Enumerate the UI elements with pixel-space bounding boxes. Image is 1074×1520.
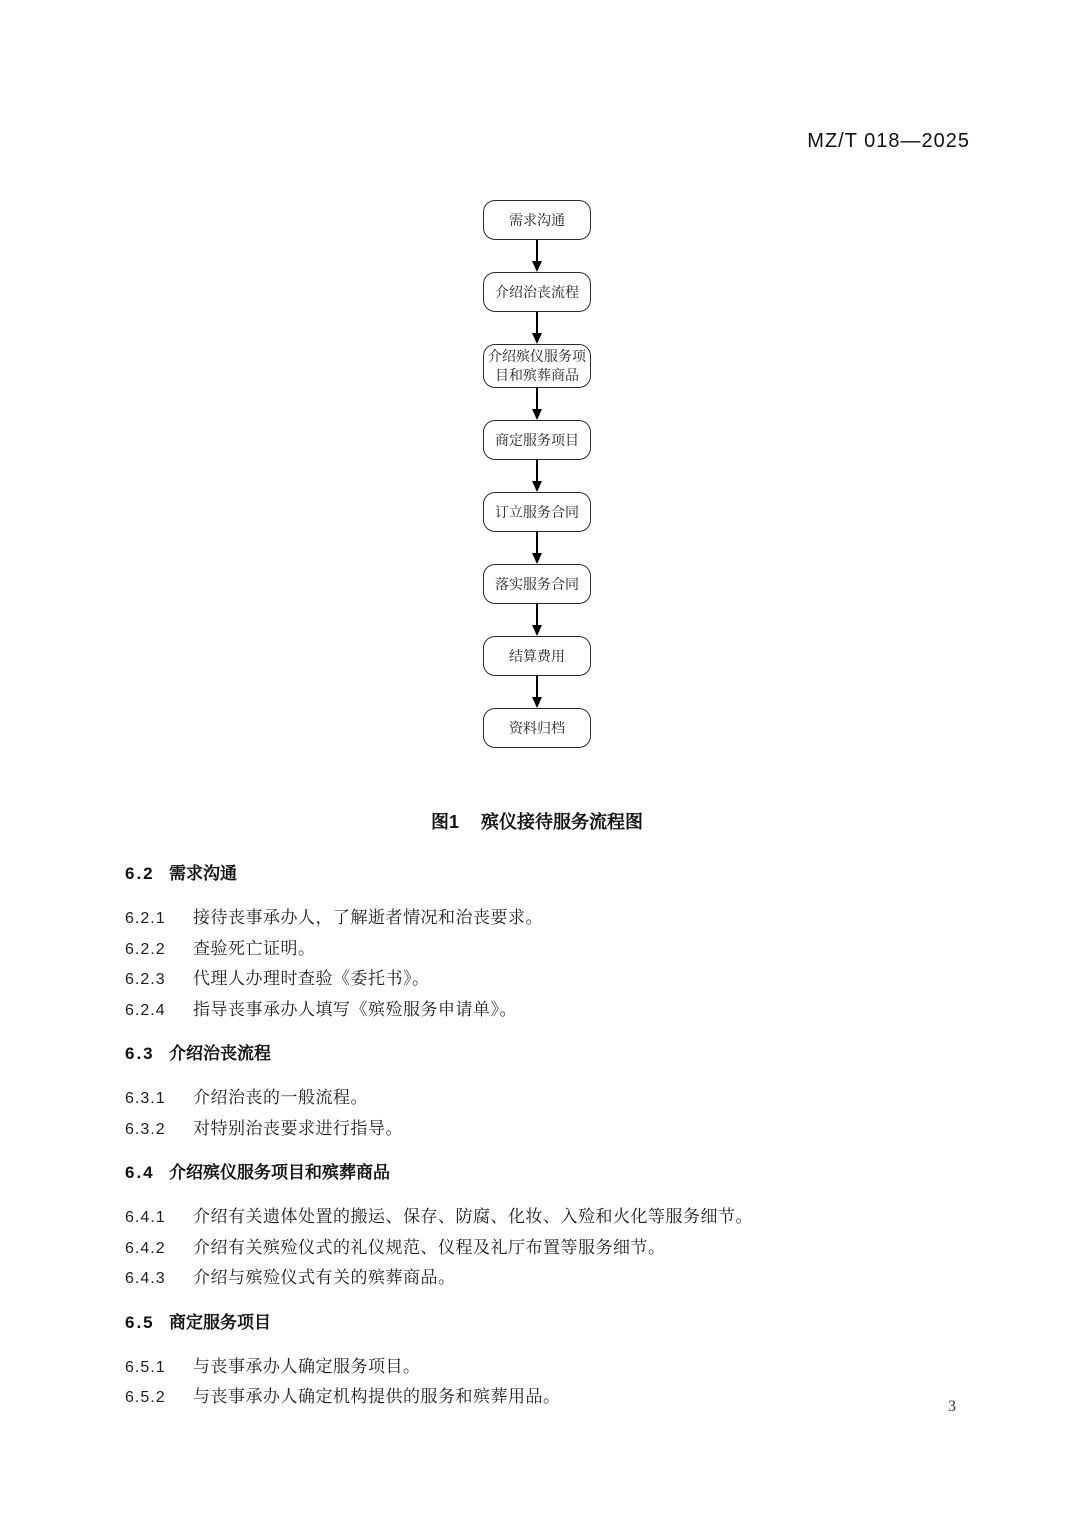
clause-text: 介绍有关遗体处置的搬运、保存、防腐、化妆、入殓和火化等服务细节。: [193, 1207, 753, 1226]
section-block: [125, 1158, 974, 1294]
arrow-shaft: [536, 460, 538, 481]
clause-number: 6.4.3: [125, 1270, 166, 1287]
figure-title: 殡仪接待服务流程图: [481, 812, 643, 832]
clause-row: [125, 995, 974, 1026]
clause-text: 介绍治丧的一般流程。: [193, 1088, 368, 1107]
section-title: 需求沟通: [169, 864, 237, 883]
flow-step-box: 落实服务合同: [483, 564, 591, 604]
clause-text: 对特别治丧要求进行指导。: [193, 1118, 403, 1138]
arrow-head: [532, 553, 542, 564]
clause-number: 6.2.2: [125, 940, 166, 958]
flow-arrow-down-icon: [532, 240, 542, 272]
section-title: 介绍殡仪服务项目和殡葬商品: [169, 1163, 390, 1182]
flow-arrow-down-icon: [532, 388, 542, 420]
clause-number: 6.5.1: [125, 1358, 166, 1376]
clause-row: [125, 903, 974, 934]
arrow-shaft: [536, 240, 538, 261]
clause-row: [125, 1233, 974, 1264]
flow-step-box: 结算费用: [483, 636, 591, 676]
doc-number: MZ/T 018—2025: [807, 130, 970, 152]
clause-text: 介绍有关殡殓仪式的礼仪规范、仪程及礼厅布置等服务细节。: [193, 1237, 666, 1257]
flow-step-box: 需求沟通: [483, 200, 591, 240]
flowchart: [0, 200, 1074, 748]
section-heading: [125, 1158, 974, 1183]
clause-row: [125, 1352, 974, 1383]
clause-text: 与丧事承办人确定机构提供的服务和殡葬用品。: [193, 1387, 561, 1406]
arrow-head: [532, 261, 542, 272]
clause-row: [125, 1382, 974, 1413]
arrow-head: [532, 481, 542, 492]
section-number: 6.2: [125, 864, 155, 883]
section-block: [125, 1308, 974, 1413]
clause-text: 代理人办理时查验《委托书》。: [193, 969, 430, 988]
sections: [125, 845, 974, 1427]
flow-step-box: 订立服务合同: [483, 492, 591, 532]
flow-step-box: 资料归档: [483, 708, 591, 748]
clause-number: 6.2.3: [125, 971, 166, 988]
clause-number: 6.2.1: [125, 910, 166, 927]
flow-arrow-down-icon: [532, 532, 542, 564]
arrow-head: [532, 625, 542, 636]
section-number: 6.5: [125, 1312, 155, 1332]
clause-number: 6.3.1: [125, 1090, 166, 1107]
clause-text: 介绍与殡殓仪式有关的殡葬商品。: [193, 1268, 456, 1287]
clause-row: [125, 1114, 974, 1145]
section-number: 6.4: [125, 1163, 155, 1182]
arrow-shaft: [536, 604, 538, 625]
flow-step-box: 介绍治丧流程: [483, 272, 591, 312]
clause-text: 查验死亡证明。: [193, 938, 316, 958]
flow-step-box: 介绍殡仪服务项目和殡葬商品: [483, 344, 591, 388]
clause-number: 6.4.2: [125, 1239, 166, 1257]
section-block: [125, 859, 974, 1025]
clause-row: [125, 964, 974, 995]
section-heading: [125, 1039, 974, 1064]
flow-arrow-down-icon: [532, 676, 542, 708]
arrow-shaft: [536, 676, 538, 697]
clause-number: 6.2.4: [125, 1001, 166, 1019]
arrow-shaft: [536, 388, 538, 409]
section-title: 介绍治丧流程: [169, 1044, 271, 1063]
flow-arrow-down-icon: [532, 460, 542, 492]
section-title: 商定服务项目: [169, 1312, 271, 1332]
section-number: 6.3: [125, 1044, 155, 1063]
section-heading: [125, 1308, 974, 1333]
page-number: 3: [948, 1398, 956, 1415]
clause-row: [125, 1202, 974, 1233]
figure-caption: [0, 808, 1074, 834]
clause-text: 指导丧事承办人填写《殡殓服务申请单》。: [193, 999, 517, 1019]
arrow-shaft: [536, 532, 538, 553]
arrow-head: [532, 333, 542, 344]
flow-step-box: 商定服务项目: [483, 420, 591, 460]
clause-row: [125, 934, 974, 965]
clause-number: 6.3.2: [125, 1120, 166, 1138]
figure-label: 图1: [430, 812, 459, 832]
clause-row: [125, 1263, 974, 1294]
clause-number: 6.4.1: [125, 1209, 166, 1226]
section-block: [125, 1039, 974, 1144]
clause-text: 接待丧事承办人，了解逝者情况和治丧要求。: [193, 908, 543, 927]
clause-number: 6.5.2: [125, 1389, 166, 1406]
flow-arrow-down-icon: [532, 604, 542, 636]
clause-text: 与丧事承办人确定服务项目。: [193, 1356, 421, 1376]
arrow-head: [532, 697, 542, 708]
arrow-shaft: [536, 312, 538, 333]
section-heading: [125, 859, 974, 884]
clause-row: [125, 1083, 974, 1114]
flow-arrow-down-icon: [532, 312, 542, 344]
arrow-head: [532, 409, 542, 420]
